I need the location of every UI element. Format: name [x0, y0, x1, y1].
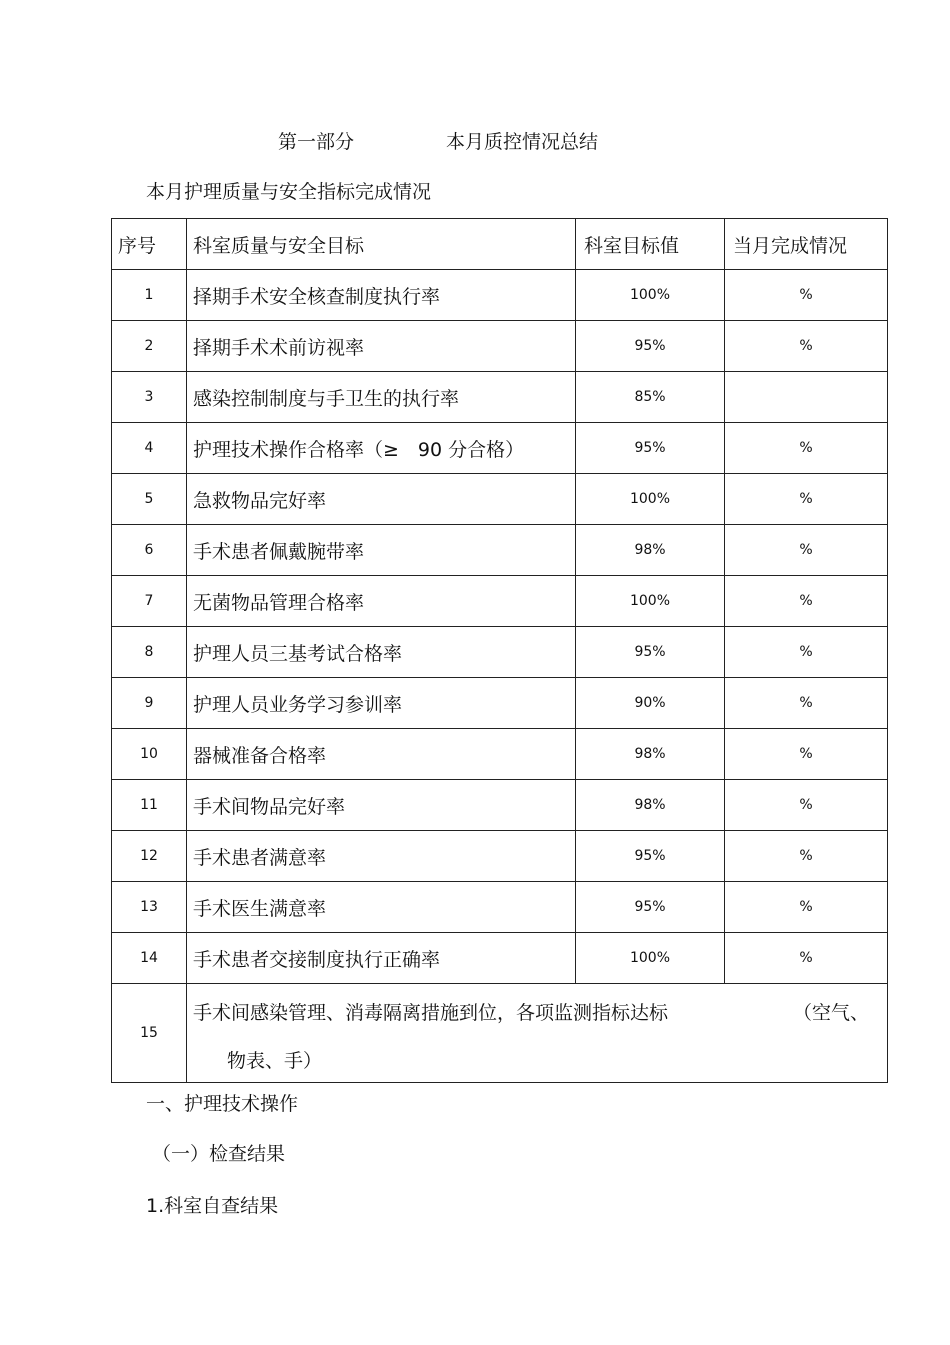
- row-no: 8: [112, 627, 187, 678]
- row-no: 12: [112, 831, 187, 882]
- table-row: [112, 321, 888, 372]
- table-row: [112, 831, 888, 882]
- table-row: [112, 678, 888, 729]
- row-target-long: [187, 984, 888, 1083]
- table-row: [112, 270, 888, 321]
- row-actual: %: [725, 525, 888, 576]
- row-no: 7: [112, 576, 187, 627]
- title-label: 本月质控情况总结: [446, 131, 599, 153]
- row-goal: 98%: [576, 780, 725, 831]
- row-target: 护理人员业务学习参训率: [187, 678, 576, 729]
- row-goal: 95%: [576, 321, 725, 372]
- table-header-row: [112, 219, 888, 270]
- row-target: 无菌物品管理合格率: [187, 576, 576, 627]
- table-row: [112, 729, 888, 780]
- row-target: 手术患者佩戴腕带率: [187, 525, 576, 576]
- long-line-1-text: 手术间感染管理、消毒隔离措施到位，各项监测指标达标: [193, 1002, 669, 1024]
- row-goal: 100%: [576, 576, 725, 627]
- row-actual: %: [725, 576, 888, 627]
- row-goal: 100%: [576, 270, 725, 321]
- row-actual: %: [725, 729, 888, 780]
- row-actual: %: [725, 321, 888, 372]
- row-target: 护理技术操作合格率（≥ 90 分合格）: [187, 423, 576, 474]
- part-label: 第一部分: [278, 131, 355, 153]
- row-goal: 98%: [576, 729, 725, 780]
- row-no: 5: [112, 474, 187, 525]
- row-no: 2: [112, 321, 187, 372]
- row-target: 择期手术术前访视率: [187, 321, 576, 372]
- row-no: 3: [112, 372, 187, 423]
- row-no: 1: [112, 270, 187, 321]
- row-goal: 85%: [576, 372, 725, 423]
- row-actual: %: [725, 882, 888, 933]
- table-row: [112, 576, 888, 627]
- row-target: 急救物品完好率: [187, 474, 576, 525]
- table-row: [112, 474, 888, 525]
- table-row: [112, 780, 888, 831]
- col-header-no: 序号: [112, 219, 187, 270]
- section-heading-1: 一、护理技术操作: [146, 1093, 299, 1115]
- row-actual: %: [725, 474, 888, 525]
- row-target: 择期手术安全核查制度执行率: [187, 270, 576, 321]
- row-actual: %: [725, 780, 888, 831]
- row-target: 手术患者满意率: [187, 831, 576, 882]
- row-no: 13: [112, 882, 187, 933]
- row-no: 10: [112, 729, 187, 780]
- long-line-1: [193, 985, 887, 1041]
- row-no: 11: [112, 780, 187, 831]
- row-goal: 95%: [576, 423, 725, 474]
- row-target: 手术患者交接制度执行正确率: [187, 933, 576, 984]
- table-row: [112, 372, 888, 423]
- table-row: [112, 627, 888, 678]
- row-goal: 100%: [576, 933, 725, 984]
- row-target: 手术医生满意率: [187, 882, 576, 933]
- table-row: [112, 933, 888, 984]
- table-body: [112, 270, 888, 984]
- row-actual: %: [725, 678, 888, 729]
- long-line-1-paren: （空气、: [792, 1002, 869, 1024]
- col-header-goal: 科室目标值: [576, 219, 725, 270]
- subtitle: 本月护理质量与安全指标完成情况: [146, 181, 432, 203]
- row-actual: %: [725, 270, 888, 321]
- quality-table: [111, 218, 888, 1083]
- table-row: [112, 423, 888, 474]
- col-header-actual: 当月完成情况: [725, 219, 888, 270]
- row-target: 手术间物品完好率: [187, 780, 576, 831]
- row-target: 器械准备合格率: [187, 729, 576, 780]
- row-actual: %: [725, 831, 888, 882]
- section-heading-2: （一）检查结果: [152, 1143, 286, 1165]
- row-actual: [725, 372, 888, 423]
- section-heading-3: 1.科室自查结果: [146, 1195, 279, 1217]
- table-row: [112, 525, 888, 576]
- long-line-2: 物表、手）: [227, 1050, 323, 1072]
- row-goal: 95%: [576, 882, 725, 933]
- table-row: [112, 882, 888, 933]
- row-actual: %: [725, 933, 888, 984]
- row-goal: 95%: [576, 627, 725, 678]
- row-actual: %: [725, 627, 888, 678]
- col-header-target: 科室质量与安全目标: [187, 219, 576, 270]
- table-row: [112, 984, 888, 1083]
- row-actual: %: [725, 423, 888, 474]
- row-no: 14: [112, 933, 187, 984]
- row-goal: 90%: [576, 678, 725, 729]
- row-goal: 98%: [576, 525, 725, 576]
- row-target: 护理人员三基考试合格率: [187, 627, 576, 678]
- row-goal: 100%: [576, 474, 725, 525]
- row-no: 9: [112, 678, 187, 729]
- row-no: 4: [112, 423, 187, 474]
- row-goal: 95%: [576, 831, 725, 882]
- row-target: 感染控制制度与手卫生的执行率: [187, 372, 576, 423]
- row-no: 15: [112, 984, 187, 1083]
- row-no: 6: [112, 525, 187, 576]
